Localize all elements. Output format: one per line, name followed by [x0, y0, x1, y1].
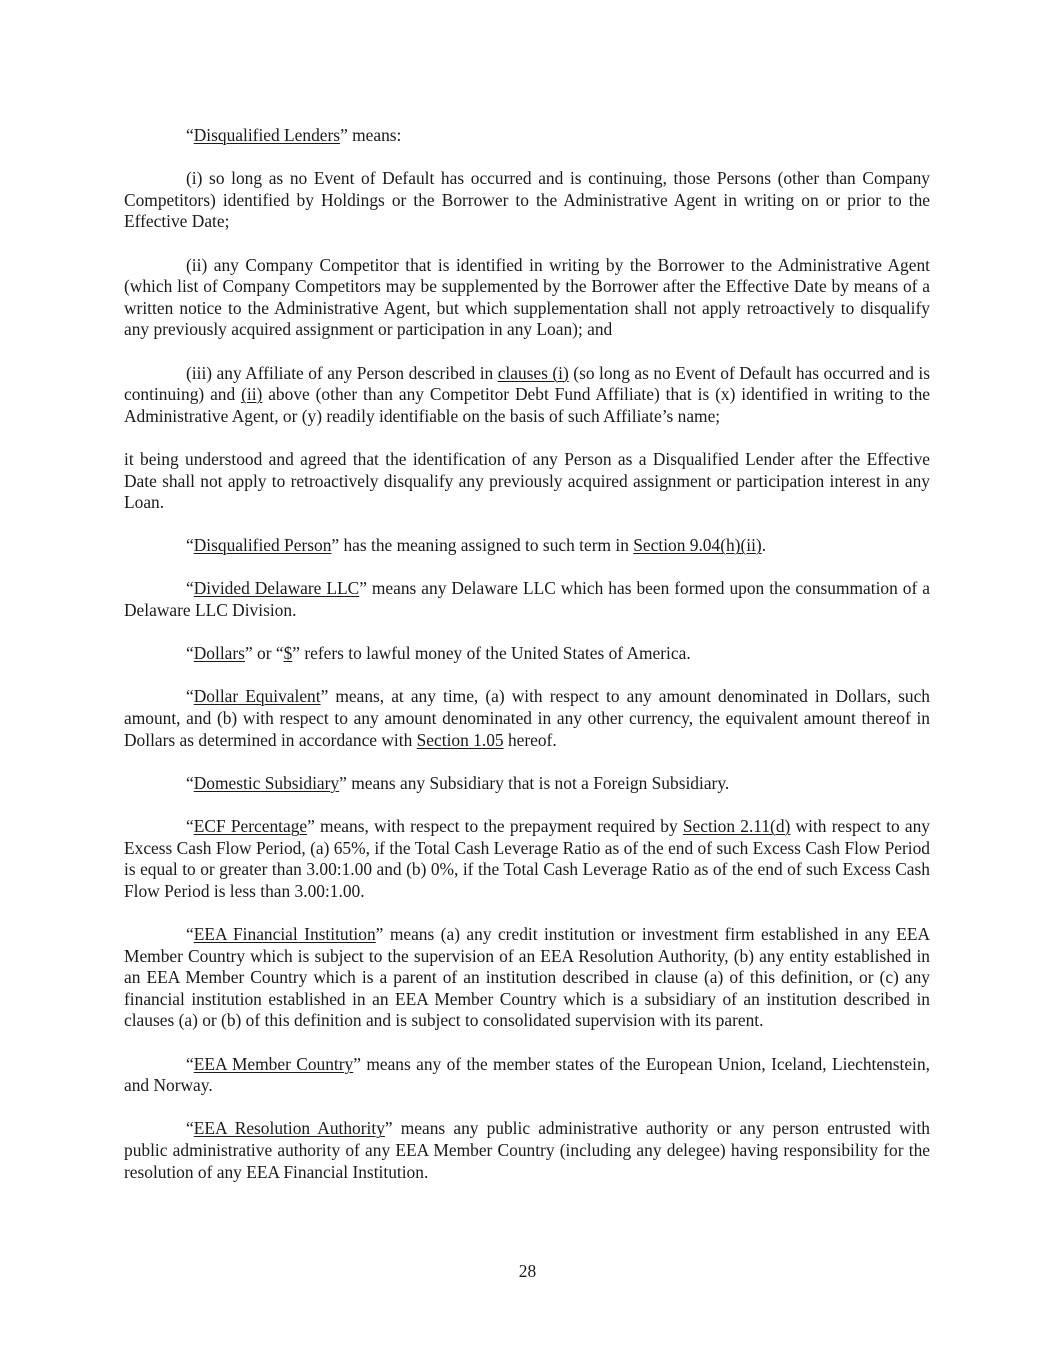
- clause-i: (i) so long as no Event of Default has occurred and is continuing, those Persons (other than Company Competitors) identified by Holdings or the Borrower to the Administrative Agent in writing on or prior to the Effective Date;: [124, 168, 930, 232]
- definition-domestic-subsidiary: “Domestic Subsidiary” means any Subsidiary that is not a Foreign Subsidiary.: [186, 772, 730, 793]
- definition-divided-delaware-llc: “Divided Delaware LLC” means any Delaware LLC which has been formed upon the consummation of a Delaware LLC Division.: [124, 578, 930, 621]
- defined-term: Dollar Equivalent: [193, 686, 321, 707]
- definition-eea-resolution-authority: “EEA Resolution Authority” means any public administrative authority or any person entrusted with public administrative authority of any EEA Member Country (including any delegee) having responsibility for the resolution of any EEA Financial Institution.: [124, 1118, 930, 1182]
- cross-reference: Section 1.05: [416, 729, 504, 750]
- defined-term: Dollars: [193, 643, 245, 664]
- defined-term: Disqualified Person: [193, 535, 332, 556]
- defined-term: ECF Percentage: [193, 816, 308, 836]
- defined-term: $: [283, 643, 293, 664]
- cross-reference: clauses (i): [497, 362, 569, 383]
- defined-term: Disqualified Lenders: [193, 125, 341, 145]
- definition-disqualified-lenders: “Disqualified Lenders” means:: [186, 125, 402, 145]
- definition-ecf-percentage: “ECF Percentage” means, with respect to the prepayment required by Section 2.11(d) with respect to any Excess Cash Flow Period, (a) 65%, if the Total Cash Leverage Ratio as of the end of such Excess Cash Flow Period is equal to or greater than 3.00:1.00 and (b) 0%, if the Total Cash Leverage Ratio as of the end of such Excess Cash Flow Period is less than 3.00:1.00.: [124, 816, 930, 901]
- cross-reference: (ii): [241, 384, 263, 405]
- definition-disqualified-person: “Disqualified Person” has the meaning assigned to such term in Section 9.04(h)(ii).: [186, 535, 767, 556]
- defined-term: EEA Member Country: [193, 1053, 354, 1074]
- clause-ii: (ii) any Company Competitor that is identified in writing by the Borrower to the Administrative Agent (which list of Company Competitors may be supplemented by the Borrower after the Effective Date by means of a written notice to the Administrative Agent, but which supplementation shall not apply retroactively to disqualify any previously acquired assignment or participation in any Loan); and: [124, 254, 930, 340]
- cross-reference: Section 9.04(h)(ii): [633, 535, 762, 556]
- definition-dollars: “Dollars” or “$” refers to lawful money of the United States of America.: [186, 643, 691, 664]
- page-number: 28: [518, 1261, 537, 1281]
- document-body: [124, 125, 930, 1205]
- defined-term: Divided Delaware LLC: [193, 578, 360, 599]
- defined-term: Domestic Subsidiary: [193, 772, 340, 793]
- clause-iii: (iii) any Affiliate of any Person described in clauses (i) (so long as no Event of Default has occurred and is continuing) and (ii) above (other than any Competitor Debt Fund Affiliate) that is (x) identified in writing to the Administrative Agent, or (y) readily identifiable on the basis of such Affiliate’s name;: [124, 362, 931, 426]
- definition-eea-financial-institution: “EEA Financial Institution” means (a) any credit institution or investment firm established in any EEA Member Country which is subject to the supervision of an EEA Resolution Authority, (b) any entity established in an EEA Member Country which is a parent of an institution described in clause (a) of this definition, or (c) any financial institution established in an EEA Member Country which is a subsidiary of an institution described in clauses (a) or (b) of this definition and is subject to consolidated supervision with its parent.: [124, 923, 931, 1031]
- definition-dollar-equivalent: “Dollar Equivalent” means, at any time, (a) with respect to any amount denominated in Dollars, such amount, and (b) with respect to any amount denominated in any other currency, the equivalent amount thereof in Dollars as determined in accordance with Section 1.05 hereof.: [124, 686, 930, 750]
- defined-term: EEA Financial Institution: [193, 923, 376, 944]
- definition-eea-member-country: “EEA Member Country” means any of the member states of the European Union, Iceland, Liechtenstein, and Norway.: [124, 1053, 930, 1096]
- cross-reference: Section 2.11(d): [682, 816, 791, 836]
- defined-term: EEA Resolution Authority: [193, 1118, 385, 1139]
- disqualified-lenders-closing: it being understood and agreed that the identification of any Person as a Disqualified Lender after the Effective Date shall not apply to retroactively disqualify any previously acquired assignment or participation interest in any Loan.: [124, 448, 930, 513]
